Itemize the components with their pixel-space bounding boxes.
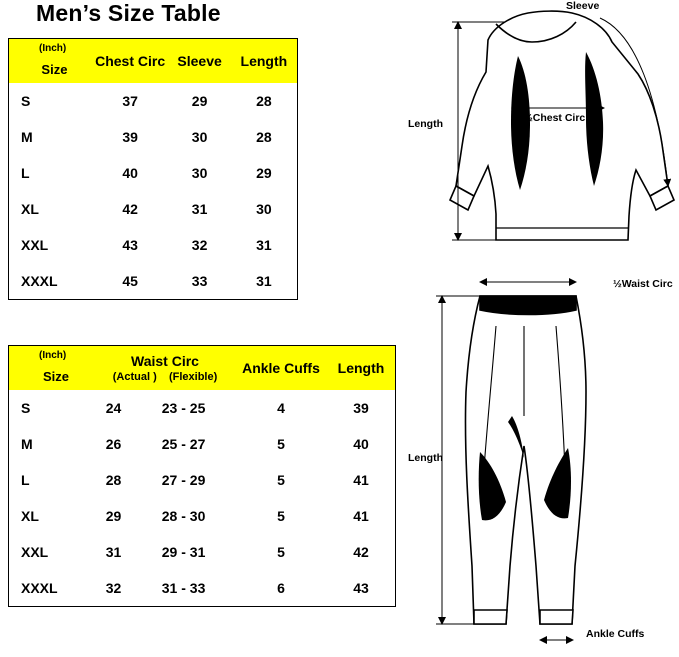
header-length: Length — [231, 39, 298, 84]
table-row — [9, 155, 298, 191]
cell-length: 41 — [353, 472, 369, 488]
label-shirt-length: Length — [408, 118, 443, 130]
mens-bottom-size-table — [8, 345, 396, 607]
header-size-label: Size — [42, 369, 69, 384]
header-waist-flexible: (Flexible) — [168, 371, 218, 383]
measurement-diagrams — [400, 0, 679, 657]
cell-size: XXXL — [21, 273, 58, 289]
cell-chest: 45 — [122, 273, 138, 289]
label-ankle-cuffs: Ankle Cuffs — [586, 628, 645, 640]
header-size-cell — [9, 39, 92, 84]
cell-size: L — [21, 472, 30, 488]
table-row — [9, 83, 298, 119]
label-pants-length: Length — [408, 452, 443, 464]
cell-waist-actual: 32 — [105, 580, 122, 596]
cell-waist-flexible: 29 - 31 — [161, 544, 206, 560]
cell-chest: 37 — [122, 93, 138, 109]
page-title: Men’s Size Table — [36, 0, 221, 26]
table-row — [9, 390, 396, 426]
cell-length: 31 — [256, 273, 272, 289]
cell-size: XXXL — [21, 580, 58, 596]
header-waist-title: Waist Circ — [131, 353, 199, 369]
cell-size: S — [21, 400, 31, 416]
cell-sleeve: 30 — [191, 129, 208, 145]
cell-sleeve: 33 — [191, 273, 208, 289]
table-header-row — [9, 346, 396, 391]
cell-sleeve: 29 — [191, 93, 208, 109]
cell-size: M — [21, 436, 33, 452]
header-waist-circ — [95, 346, 235, 391]
cell-size: XXL — [21, 544, 49, 560]
header-length: Length — [327, 346, 396, 391]
cell-waist-actual: 28 — [105, 472, 122, 488]
cell-waist-actual: 24 — [105, 400, 122, 416]
header-waist-actual: (Actual ) — [112, 371, 157, 383]
unit-note-inch: (Inch) — [39, 43, 67, 54]
cell-waist-flexible: 25 - 27 — [161, 436, 206, 452]
cell-sleeve: 32 — [191, 237, 208, 253]
cell-size: L — [21, 165, 30, 181]
cell-waist-actual: 31 — [105, 544, 122, 560]
cell-waist-flexible: 31 - 33 — [161, 580, 206, 596]
table-row — [9, 191, 298, 227]
cell-size: XL — [21, 508, 39, 524]
table-row — [9, 227, 298, 263]
cell-waist-flexible: 28 - 30 — [161, 508, 206, 524]
cell-ankle: 4 — [277, 400, 285, 416]
cell-size: XL — [21, 201, 39, 217]
cell-waist-actual: 26 — [105, 436, 122, 452]
cell-ankle: 5 — [277, 544, 285, 560]
header-size-cell — [9, 346, 96, 391]
cell-length: 41 — [353, 508, 369, 524]
cell-length: 40 — [353, 436, 369, 452]
table-row — [9, 498, 396, 534]
table-row — [9, 119, 298, 155]
cell-length: 29 — [256, 165, 272, 181]
table-header-row — [9, 39, 298, 84]
label-half-chest-circ: ½Chest Circ — [524, 112, 586, 124]
unit-note-inch: (Inch) — [39, 350, 67, 361]
table-row — [9, 570, 396, 607]
label-half-waist-circ: ½Waist Circ — [613, 278, 673, 290]
cell-chest: 40 — [122, 165, 138, 181]
table-row — [9, 263, 298, 300]
label-sleeve: Sleeve — [566, 0, 600, 12]
table-row — [9, 462, 396, 498]
header-ankle-cuffs: Ankle Cuffs — [235, 346, 327, 391]
cell-size: XXL — [21, 237, 49, 253]
header-sleeve: Sleeve — [168, 39, 230, 84]
mens-top-size-table — [8, 38, 298, 300]
cell-length: 28 — [256, 129, 272, 145]
cell-sleeve: 31 — [191, 201, 208, 217]
cell-ankle: 5 — [277, 472, 285, 488]
cell-waist-flexible: 23 - 25 — [161, 400, 206, 416]
table-row — [9, 426, 396, 462]
cell-size: S — [21, 93, 31, 109]
cell-chest: 39 — [122, 129, 138, 145]
cell-waist-actual: 29 — [105, 508, 122, 524]
cell-length: 28 — [256, 93, 272, 109]
cell-sleeve: 30 — [191, 165, 208, 181]
cell-length: 31 — [256, 237, 272, 253]
cell-waist-flexible: 27 - 29 — [161, 472, 206, 488]
cell-length: 39 — [353, 400, 369, 416]
cell-size: M — [21, 129, 33, 145]
header-size-label: Size — [41, 62, 68, 77]
cell-ankle: 5 — [277, 436, 285, 452]
cell-ankle: 5 — [277, 508, 285, 524]
cell-chest: 43 — [122, 237, 138, 253]
header-chest-circ: Chest Circ — [92, 39, 169, 84]
shirt-outline — [456, 11, 668, 240]
table-row — [9, 534, 396, 570]
cell-chest: 42 — [122, 201, 138, 217]
cell-ankle: 6 — [277, 580, 285, 596]
cell-length: 43 — [353, 580, 369, 596]
cell-length: 30 — [256, 201, 272, 217]
header-waist-subtitles — [95, 371, 235, 383]
cell-length: 42 — [353, 544, 369, 560]
